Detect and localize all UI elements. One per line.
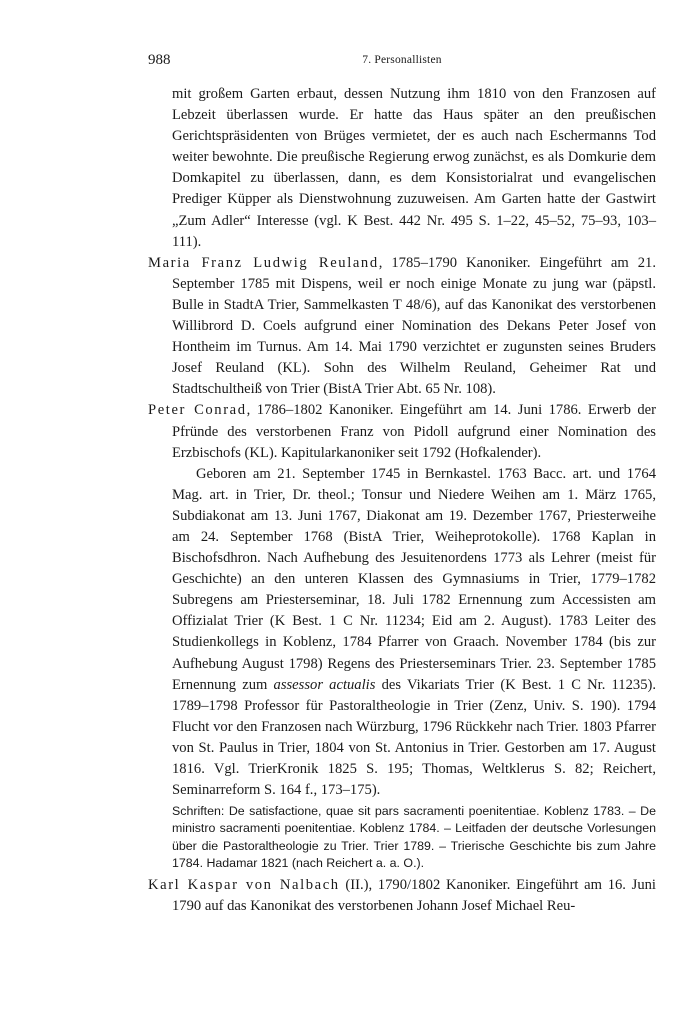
writings-note: Schriften: De satisfactione, quae sit pars sacramenti poenitentiae. Koblenz 1783. – De ministro sacramenti poenitentiae. Koblenz 1784. – Leitfaden der deutsche Vorlesungen über die Pastoraltheologie zu Trier. Trier 1789. – Trierische Geschichte bis zum Jahre 1784. Hadamar 1821 (nach Reichert a. a. O.). (172, 804, 656, 870)
continuation-paragraph: mit großem Garten erbaut, dessen Nutzung ihm 1810 von den Franzosen auf Lebzeit überlassen wurde. Er hatte das Haus später an den preußischen Gerichtspräsidenten von Brüges vermietet, der es auch nach Eschermanns Tod weiter bewohnte. Die preußische Regierung erwog zunächst, es als Domkurie dem Domkapitel zu überlassen, dann, es dem Konsistorialrat und evangelischen Prediger Küpper als Dienstwohnung zuzuweisen. Am Garten hatte der Gastwirt „Zum Adler“ Interesse (vgl. K Best. 442 Nr. 495 S. 1–22, 45–52, 75–93, 103–111). (172, 86, 656, 250)
biography-text-continued: des Vikariats Trier (K Best. 1 C Nr. 11235). 1789–1798 Professor für Pastoraltheologie in Trier (Zenz, Univ. S. 190). 1794 Flucht vor den Franzosen nach Würzburg, 1796 Rückkehr nach Trier. 1803 Pfarrer von St. Paulus in Trier, 1804 von St. Antonius in Trier. Gestorben am 17. August 1816. Vgl. TrierKronik 1825 S. 195; Thomas, Weltklerus S. 82; Reichert, Seminarreform S. 164 f., 173–175). (172, 676, 656, 799)
entry-conrad (148, 400, 656, 463)
entry-text: , 1786–1802 Kanoniker. Eingeführt am 14. Juni 1786. Erwerb der Pfründe des verstorbenen Franz von Pidoll aufgrund einer Nomination des Erzbischofs (KL). Kapitularkanoniker seit 1792 (Hofkalender). (172, 402, 656, 461)
page-body (148, 84, 656, 917)
biography-italic-term: assessor actualis (273, 676, 376, 693)
page-header (148, 52, 656, 72)
running-title: 7. Personallisten (362, 54, 442, 66)
biography-text: Geboren am 21. September 1745 in Bernkastel. 1763 Bacc. art. und 1764 Mag. art. in Trier, Dr. theol.; Tonsur und Niedere Weihen am 1. März 1765, Subdiakonat am 13. Juni 1767, Diakonat am 19. Dezember 1767, Priesterweihe am 24. September 1768 (BistA Trier, Weiheprotokolle). 1768 Kaplan in Bischofsdhron. Nach Aufhebung des Jesuitenordens 1773 als Lehrer (meist für Geschichte) an den unteren Klassen des Gymnasiums in Trier, 1779–1782 Subregens am Priesterseminar, 18. Juli 1782 Ernennung zum Accessisten am Offizialat Trier (K Best. 1 C Nr. 11234; Eid am 2. August). 1783 Leiter des Studienkollegs in Koblenz, 1784 Pfarrer von Graach. November 1784 (bis zur Aufhebung August 1798) Regens des Priesterseminars Trier. 23. September 1785 Ernennung zum (172, 465, 656, 693)
entry-reuland (148, 253, 656, 401)
page-number: 988 (148, 52, 171, 68)
entry-name: Karl Kaspar von Nalbach (148, 877, 340, 893)
entry-conrad-biography (148, 464, 656, 802)
entry-nalbach (148, 875, 656, 917)
entry-text: (II.), 1790/1802 Kanoniker. Eingeführt am 16. Juni 1790 auf das Kanonikat des verstorbenen Johann Josef Michael Reu- (172, 877, 656, 915)
entry-name: Maria Franz Ludwig Reuland (148, 254, 379, 271)
entry-name: Peter Conrad (148, 402, 247, 419)
entry-text: , 1785–1790 Kanoniker. Eingeführt am 21. September 1785 mit Dispens, weil er noch einige Monate zu jung war (päpstl. Bulle in StadtA Trier, Sammelkasten T 48/6), auf das Kanonikat des verstorbenen Willibrord D. Coels aufgrund einer Nomination des Dekans Peter Josef von Hontheim im Turnus. Am 14. Mai 1790 verzichtet er zugunsten seines Bruders Josef Reuland (KL). Sohn des Wilhelm Reuland, Geheimer Rat und Stadtschultheiß von Trier (BistA Trier Abt. 65 Nr. 108). (172, 254, 657, 398)
